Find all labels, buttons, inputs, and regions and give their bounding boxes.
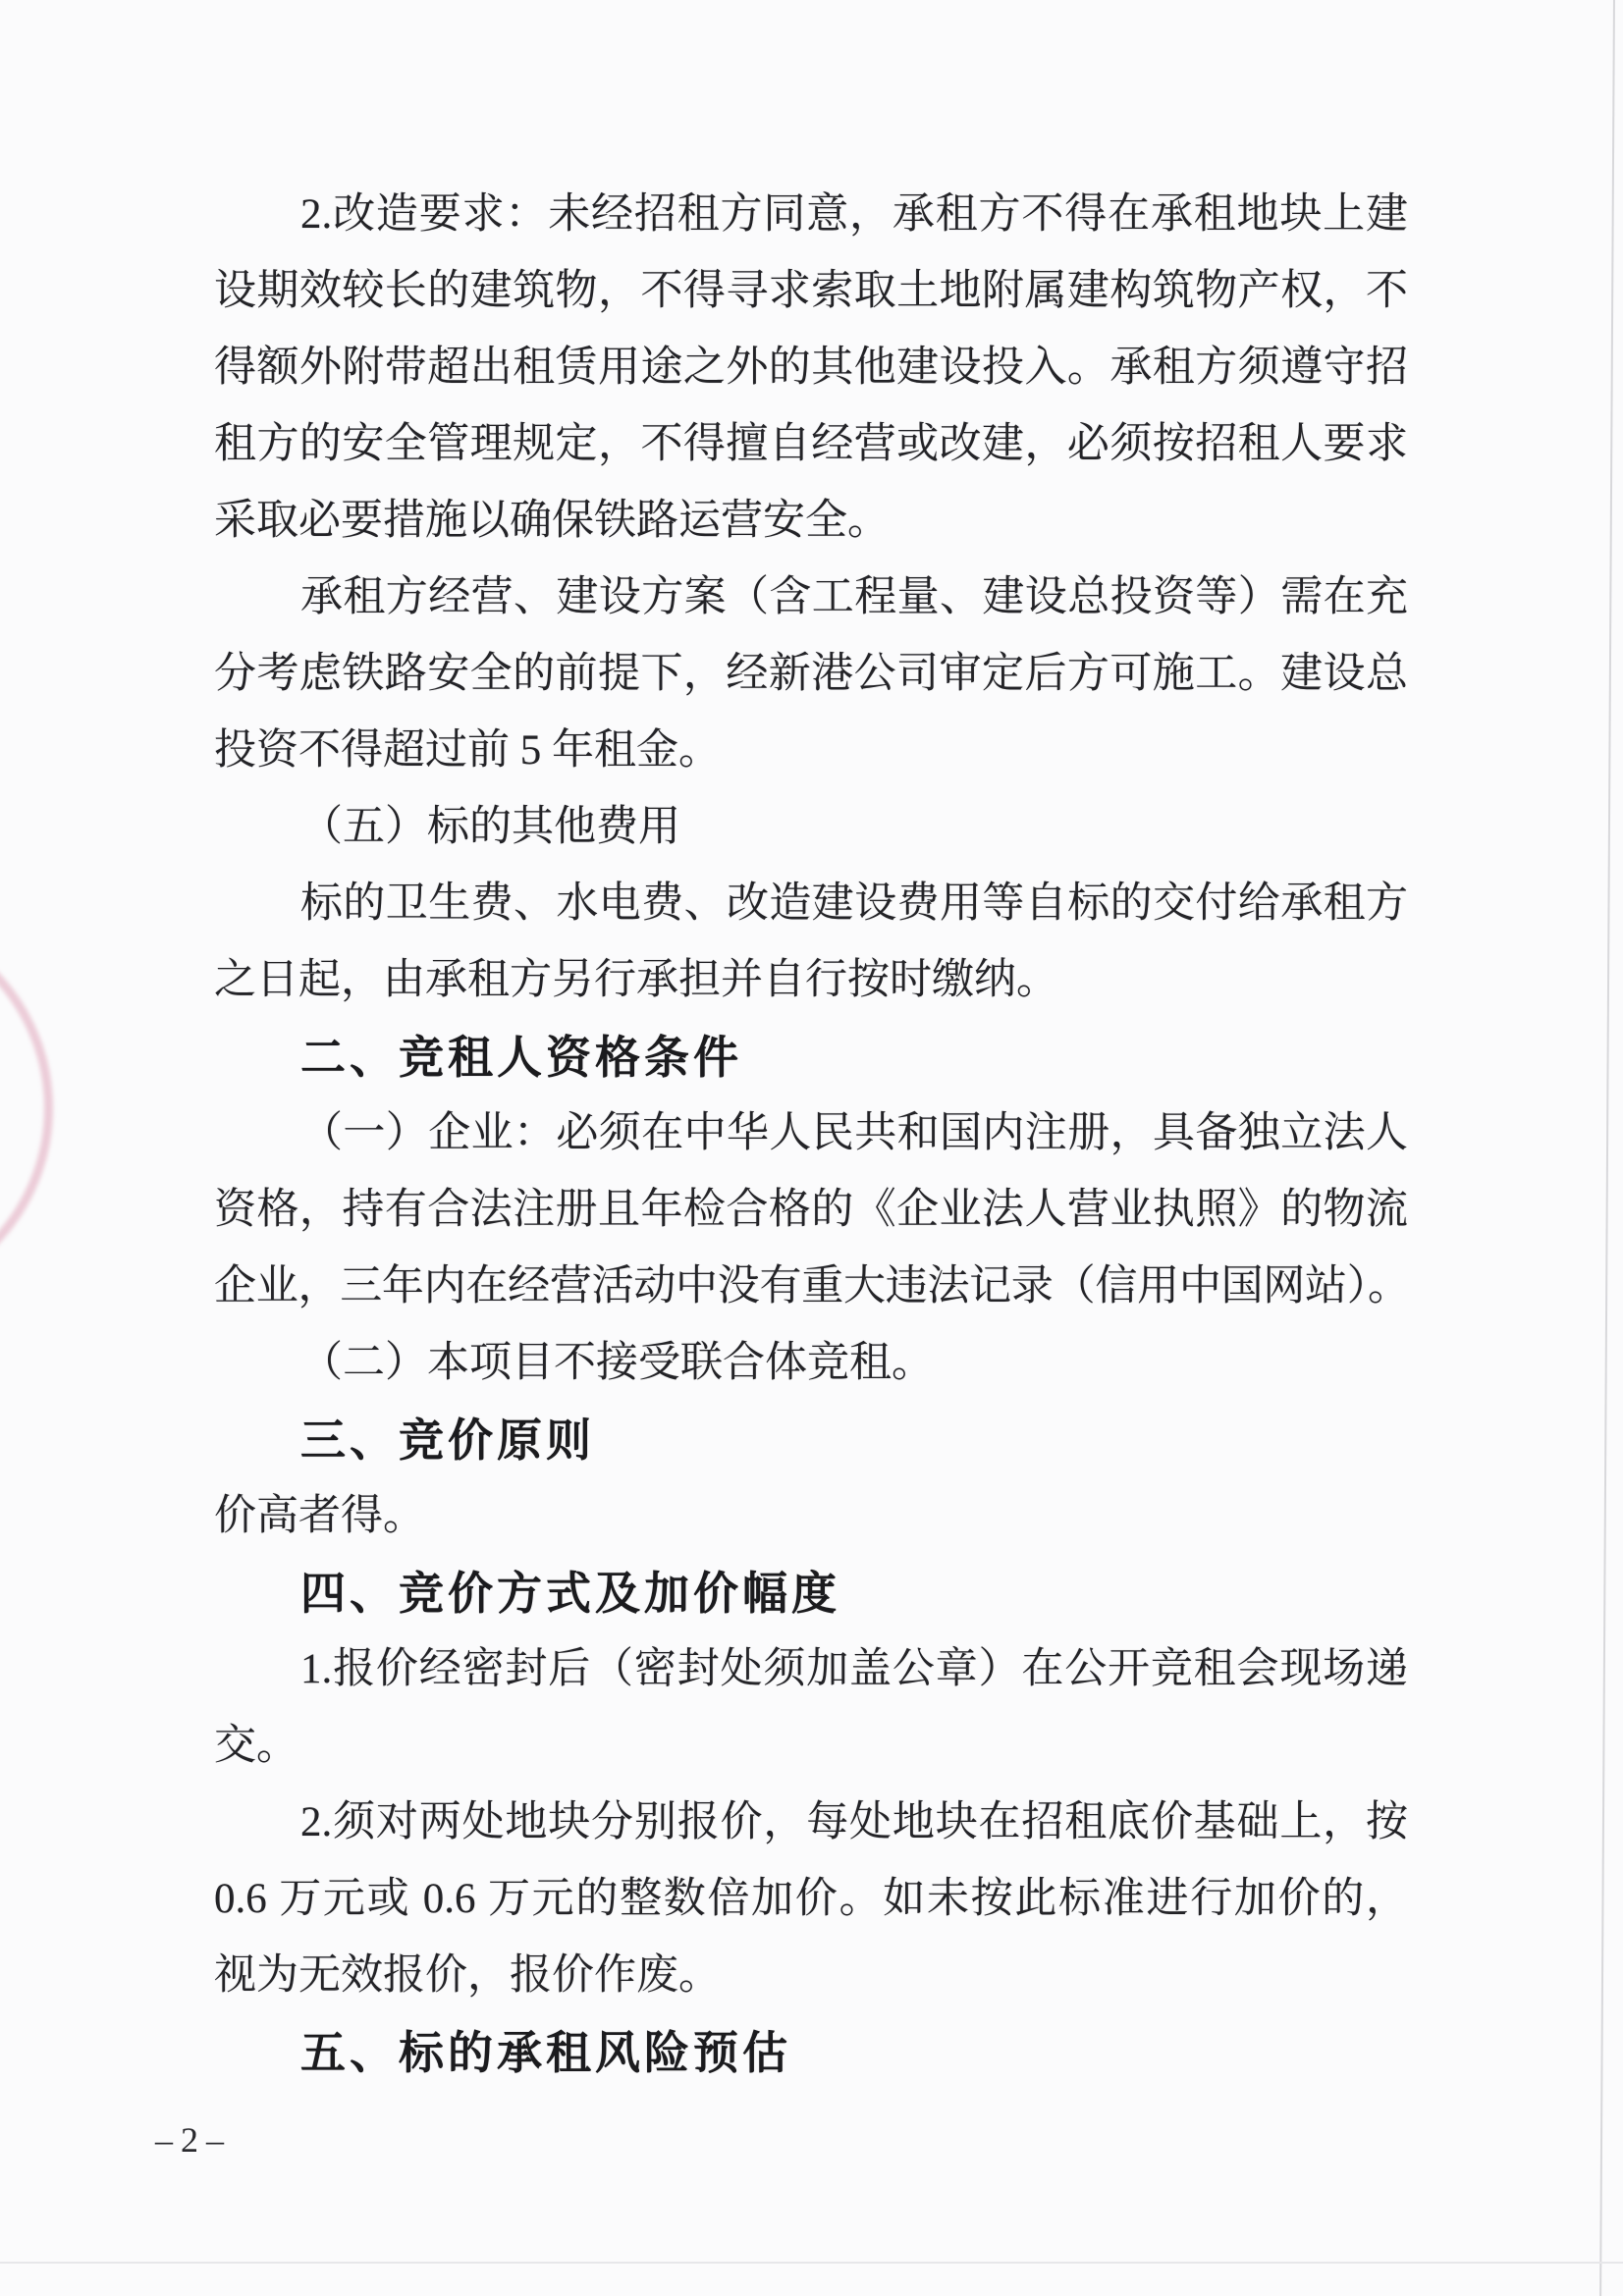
- text-line: （二）本项目不接受联合体竞租。: [300, 1340, 934, 1386]
- text-line: 2.改造要求：未经招租方同意，承租方不得在承租地块上建: [300, 191, 1408, 238]
- text-line: 1.报价经密封后（密封处须加盖公章）在公开竞租会现场递: [300, 1646, 1408, 1692]
- text-line: 投资不得超过前 5 年租金。: [214, 727, 721, 774]
- text-line: 承租方经营、建设方案（含工程量、建设总投资等）需在充: [300, 574, 1408, 620]
- text-line: 2.须对两处地块分别报价，每处地块在招租底价基础上，按: [300, 1799, 1408, 1845]
- text-line: （五）标的其他费用: [300, 804, 680, 850]
- text-line: 得额外附带超出租赁用途之外的其他建设投入。承租方须遵守招: [214, 345, 1408, 391]
- scan-edge-hairline: [1599, 0, 1615, 2296]
- document-body: [214, 177, 1408, 2091]
- text-line: 租方的安全管理规定，不得擅自经营或改建，必须按招租人要求: [214, 421, 1408, 467]
- text-line: 0.6 万元或 0.6 万元的整数倍加价。如未按此标准进行加价的，: [214, 1876, 1408, 1922]
- text-line: 资格，持有合法注册且年检合格的《企业法人营业执照》的物流: [214, 1187, 1408, 1233]
- text-line: 标的卫生费、水电费、改造建设费用等自标的交付给承租方: [300, 881, 1408, 927]
- red-stamp-edge-mark: [0, 911, 53, 1306]
- page-number: –2–: [155, 2120, 232, 2160]
- section-heading: 五、标的承租风险预估: [300, 2027, 791, 2078]
- section-heading: 三、竞价原则: [300, 1415, 595, 1466]
- text-line: （一）企业：必须在中华人民共和国内注册，具备独立法人: [300, 1110, 1408, 1156]
- text-line: 之日起，由承租方另行承担并自行按时缴纳。: [214, 957, 1058, 1003]
- text-line: 采取必要措施以确保铁路运营安全。: [214, 498, 890, 544]
- scan-bottom-streak: [0, 2262, 1623, 2264]
- text-line: 设期效较长的建筑物，不得寻求索取土地附属建构筑物产权，不: [214, 268, 1408, 314]
- text-line: 交。: [214, 1723, 298, 1769]
- section-heading: 四、竞价方式及加价幅度: [300, 1568, 840, 1619]
- text-line: 企业，三年内在经营活动中没有重大违法记录（信用中国网站）。: [214, 1263, 1408, 1309]
- section-heading: 二、竞租人资格条件: [300, 1032, 742, 1083]
- text-line: 视为无效报价，报价作废。: [214, 1952, 721, 1999]
- text-line: 价高者得。: [214, 1493, 425, 1539]
- text-line: 分考虑铁路安全的前提下，经新港公司审定后方可施工。建设总: [214, 651, 1408, 697]
